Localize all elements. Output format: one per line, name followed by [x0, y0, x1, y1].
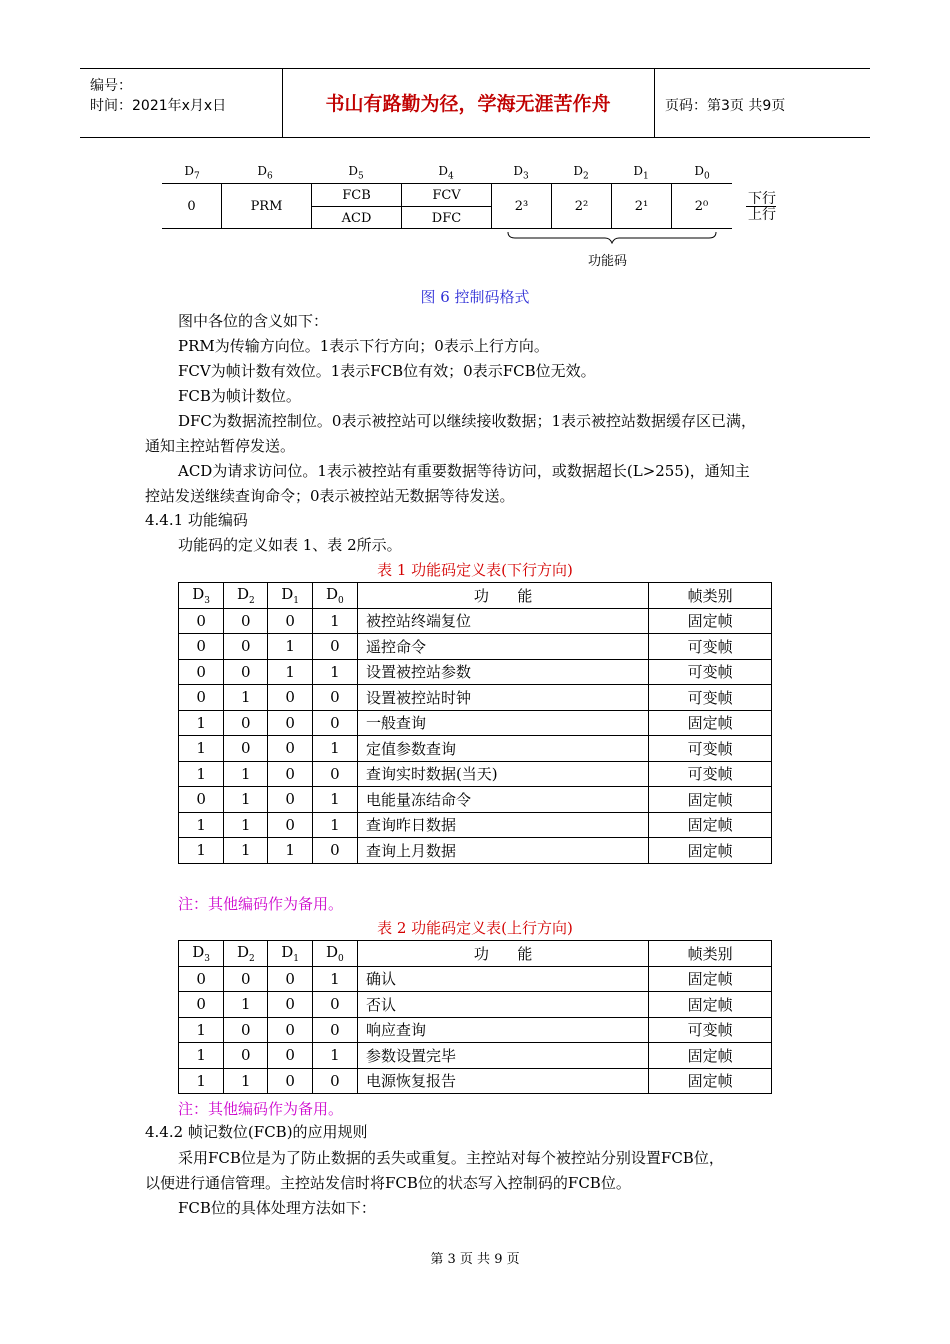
cell-d0: 1 — [312, 966, 357, 992]
cell-d1: 1 — [268, 634, 312, 660]
header-left-cell — [80, 69, 283, 137]
cell-d2: 0 — [224, 634, 268, 660]
cell-function: 设置被控站参数 — [357, 659, 648, 685]
cell-d0: 1 — [312, 812, 357, 838]
function-code-table-downlink — [178, 582, 772, 864]
function-code-label: 功能码 — [588, 254, 628, 269]
table-row — [179, 966, 772, 992]
table-row — [179, 787, 772, 813]
header-function: 功 能 — [357, 583, 648, 609]
cell-d3: 1 — [179, 710, 224, 736]
cell-d0: 1 — [312, 608, 357, 634]
cell-d2: 0 — [224, 1017, 268, 1043]
bit-label-d0: $D_0$ — [694, 164, 710, 182]
header-d1: $D_1$ — [268, 941, 312, 967]
cell-d1: 0 — [268, 685, 312, 711]
cell-function: 查询实时数据(当天) — [357, 761, 648, 787]
cell-d0: 1 — [312, 787, 357, 813]
cell-d2: 1 — [224, 992, 268, 1018]
cell-d2: 1 — [224, 812, 268, 838]
cell-d3: 1 — [179, 838, 224, 864]
paragraph-fcb-purpose-cont: 以便进行通信管理。主控站发信时将FCB位的状态写入控制码的FCB位。 — [145, 1174, 631, 1192]
cell-d3: 0 — [179, 992, 224, 1018]
cell-d1: 0 — [268, 608, 312, 634]
paragraph-acd-cont: 控站发送继续查询命令；0表示被控站无数据等待发送。 — [145, 487, 515, 505]
cell-frame-type: 固定帧 — [649, 838, 772, 864]
cell-frame-type: 固定帧 — [649, 992, 772, 1018]
table-row — [179, 685, 772, 711]
cell-d0: 0 — [312, 1068, 357, 1094]
cell-function: 一般查询 — [357, 710, 648, 736]
cell-d0: 0 — [312, 1017, 357, 1043]
table-row — [179, 710, 772, 736]
cell-d1: 0 — [268, 1043, 312, 1069]
cell-d5-top: FCB — [312, 184, 401, 207]
header-frame-type: 帧类别 — [649, 583, 772, 609]
cell-d2: 1 — [224, 685, 268, 711]
table-row — [179, 1068, 772, 1094]
cell-d2: 1 — [224, 761, 268, 787]
cell-d1: 1 — [268, 659, 312, 685]
bit-label-d1: $D_1$ — [633, 164, 649, 182]
cell-d3: 0 — [179, 608, 224, 634]
figure-caption: 图 6 控制码格式 — [420, 288, 530, 306]
cell-d2: 0 — [224, 608, 268, 634]
cell-d2: 1 — [224, 1068, 268, 1094]
cell-frame-type: 可变帧 — [649, 634, 772, 660]
cell-d0: 0 — [312, 685, 357, 711]
table-row — [179, 1043, 772, 1069]
cell-d3: 1 — [179, 1043, 224, 1069]
paragraph-dfc: DFC为数据流控制位。0表示被控站可以继续接收数据；1表示被控站数据缓存区已满， — [178, 412, 757, 430]
cell-d1: 0 — [268, 1017, 312, 1043]
cell-d0: 1 — [312, 659, 357, 685]
cell-frame-type: 可变帧 — [649, 659, 772, 685]
table-row — [179, 659, 772, 685]
bit-label-d5: $D_5$ — [348, 164, 364, 182]
table-row — [179, 992, 772, 1018]
cell-d6: PRM — [222, 184, 312, 228]
cell-d3: 0 — [179, 685, 224, 711]
cell-d3: 1 — [179, 812, 224, 838]
paragraph-fcb-purpose: 采用FCB位是为了防止数据的丢失或重复。主控站对每个被控站分别设置FCB位， — [178, 1149, 724, 1167]
table-row — [179, 1017, 772, 1043]
header-center-cell — [282, 69, 655, 137]
cell-function: 电源恢复报告 — [357, 1068, 648, 1094]
paragraph-fcb-method: FCB位的具体处理方法如下： — [178, 1199, 376, 1217]
table2-caption: 表 2 功能码定义表(上行方向) — [377, 919, 573, 937]
bit-label-d7: $D_7$ — [184, 164, 200, 182]
header-d0: $D_0$ — [312, 583, 357, 609]
cell-frame-type: 可变帧 — [649, 1017, 772, 1043]
cell-d2: 1 — [224, 838, 268, 864]
cell-d2: 0 — [224, 736, 268, 762]
cell-d0: 0 — [312, 710, 357, 736]
cell-d1: 0 — [268, 992, 312, 1018]
cell-d0: 1 — [312, 1043, 357, 1069]
cell-d4-top: FCV — [402, 184, 491, 207]
bit-label-d6: $D_6$ — [257, 164, 273, 182]
table-row — [179, 812, 772, 838]
cell-frame-type: 固定帧 — [649, 1068, 772, 1094]
table1-caption: 表 1 功能码定义表(下行方向) — [377, 561, 573, 579]
cell-d2: 2² — [552, 184, 612, 228]
header-d2: $D_2$ — [224, 583, 268, 609]
cell-function: 查询昨日数据 — [357, 812, 648, 838]
cell-d3: 1 — [179, 1068, 224, 1094]
cell-function: 参数设置完毕 — [357, 1043, 648, 1069]
cell-d0: 2⁰ — [694, 198, 709, 214]
cell-d3: 0 — [179, 787, 224, 813]
paragraph-dfc-cont: 通知主控站暂停发送。 — [145, 437, 296, 455]
header-d1: $D_1$ — [268, 583, 312, 609]
header-d0: $D_0$ — [312, 941, 357, 967]
direction-down-label: 下行 — [748, 191, 776, 207]
cell-d3: 0 — [179, 634, 224, 660]
header-frame-type: 帧类别 — [649, 941, 772, 967]
header-page-number: 页码：第3页 共9页 — [665, 98, 786, 114]
table-row — [179, 736, 772, 762]
cell-frame-type: 固定帧 — [649, 787, 772, 813]
cell-frame-type: 固定帧 — [649, 608, 772, 634]
cell-frame-type: 可变帧 — [649, 685, 772, 711]
cell-d1: 0 — [268, 787, 312, 813]
cell-d1: 0 — [268, 966, 312, 992]
table-header-row — [179, 941, 772, 967]
page-footer: 第 3 页 共 9 页 — [430, 1252, 520, 1267]
paragraph-fcv: FCV为帧计数有效位。1表示FCB位有效；0表示FCB位无效。 — [178, 362, 596, 380]
header-d2: $D_2$ — [224, 941, 268, 967]
cell-d0: 0 — [312, 992, 357, 1018]
cell-function: 响应查询 — [357, 1017, 648, 1043]
cell-d1: 0 — [268, 1068, 312, 1094]
cell-d5-bottom: ACD — [341, 210, 372, 226]
table-header-row — [179, 583, 772, 609]
cell-d4-bottom: DFC — [431, 210, 462, 226]
cell-function: 电能量冻结命令 — [357, 787, 648, 813]
cell-d1: 2¹ — [612, 184, 672, 228]
cell-function: 遥控命令 — [357, 634, 648, 660]
table1-note: 注：其他编码作为备用。 — [178, 895, 344, 913]
cell-d3: 1 — [179, 1017, 224, 1043]
cell-d2: 0 — [224, 966, 268, 992]
table-row — [179, 761, 772, 787]
cell-d1: 0 — [268, 761, 312, 787]
paragraph-fcb: FCB为帧计数位。 — [178, 387, 301, 405]
document-number: 编号： — [90, 78, 132, 94]
cell-d0: 0 — [312, 838, 357, 864]
paragraph-intro: 图中各位的含义如下： — [178, 312, 329, 330]
table2-note: 注：其他编码作为备用。 — [178, 1100, 344, 1118]
cell-function: 查询上月数据 — [357, 838, 648, 864]
table-row — [179, 608, 772, 634]
cell-d3: 0 — [179, 966, 224, 992]
cell-frame-type: 固定帧 — [649, 812, 772, 838]
cell-d0: 0 — [312, 761, 357, 787]
document-date: 时间：2021年x月x日 — [90, 98, 227, 114]
header-d3: $D_3$ — [179, 941, 224, 967]
bit-label-d2: $D_2$ — [573, 164, 589, 182]
cell-function: 定值参数查询 — [357, 736, 648, 762]
cell-d2: 1 — [224, 787, 268, 813]
header-d3: $D_3$ — [179, 583, 224, 609]
header-function: 功 能 — [357, 941, 648, 967]
table-row — [179, 634, 772, 660]
cell-frame-type: 固定帧 — [649, 1043, 772, 1069]
cell-function: 确认 — [357, 966, 648, 992]
cell-function: 设置被控站时钟 — [357, 685, 648, 711]
cell-d7: 0 — [162, 184, 222, 228]
cell-d3: 1 — [179, 761, 224, 787]
bit-label-d4: $D_4$ — [438, 164, 454, 182]
cell-frame-type: 可变帧 — [649, 761, 772, 787]
paragraph-prm: PRM为传输方向位。1表示下行方向；0表示上行方向。 — [178, 337, 549, 355]
function-code-table-uplink — [178, 940, 772, 1094]
cell-function: 否认 — [357, 992, 648, 1018]
section-heading-442: 4.4.2 帧记数位(FCB)的应用规则 — [145, 1123, 368, 1141]
cell-d2: 0 — [224, 1043, 268, 1069]
cell-function: 被控站终端复位 — [357, 608, 648, 634]
header-motto: 书山有路勤为径，学海无涯苦作舟 — [325, 93, 611, 115]
paragraph-acd: ACD为请求访问位。1表示被控站有重要数据等待访问，或数据超长(L>255)，通知主 — [178, 462, 750, 480]
direction-up-label: 上行 — [748, 207, 776, 223]
header-right-cell — [655, 69, 870, 137]
cell-d3: 0 — [179, 659, 224, 685]
cell-d2: 0 — [224, 710, 268, 736]
cell-d3: 2³ — [492, 184, 552, 228]
cell-d1: 0 — [268, 812, 312, 838]
cell-d0: 1 — [312, 736, 357, 762]
cell-frame-type: 固定帧 — [649, 966, 772, 992]
section-heading-441: 4.4.1 功能编码 — [145, 511, 248, 529]
cell-frame-type: 可变帧 — [649, 736, 772, 762]
bit-label-d3: $D_3$ — [513, 164, 529, 182]
function-code-brace — [505, 230, 720, 244]
paragraph-tables-ref: 功能码的定义如表 1、表 2所示。 — [178, 536, 402, 554]
cell-d2: 0 — [224, 659, 268, 685]
cell-d3: 1 — [179, 736, 224, 762]
control-code-box — [162, 183, 732, 229]
cell-d0: 0 — [312, 634, 357, 660]
cell-frame-type: 固定帧 — [649, 710, 772, 736]
page-header — [80, 68, 870, 138]
cell-d1: 1 — [268, 838, 312, 864]
table-row — [179, 838, 772, 864]
cell-d1: 0 — [268, 710, 312, 736]
cell-d1: 0 — [268, 736, 312, 762]
